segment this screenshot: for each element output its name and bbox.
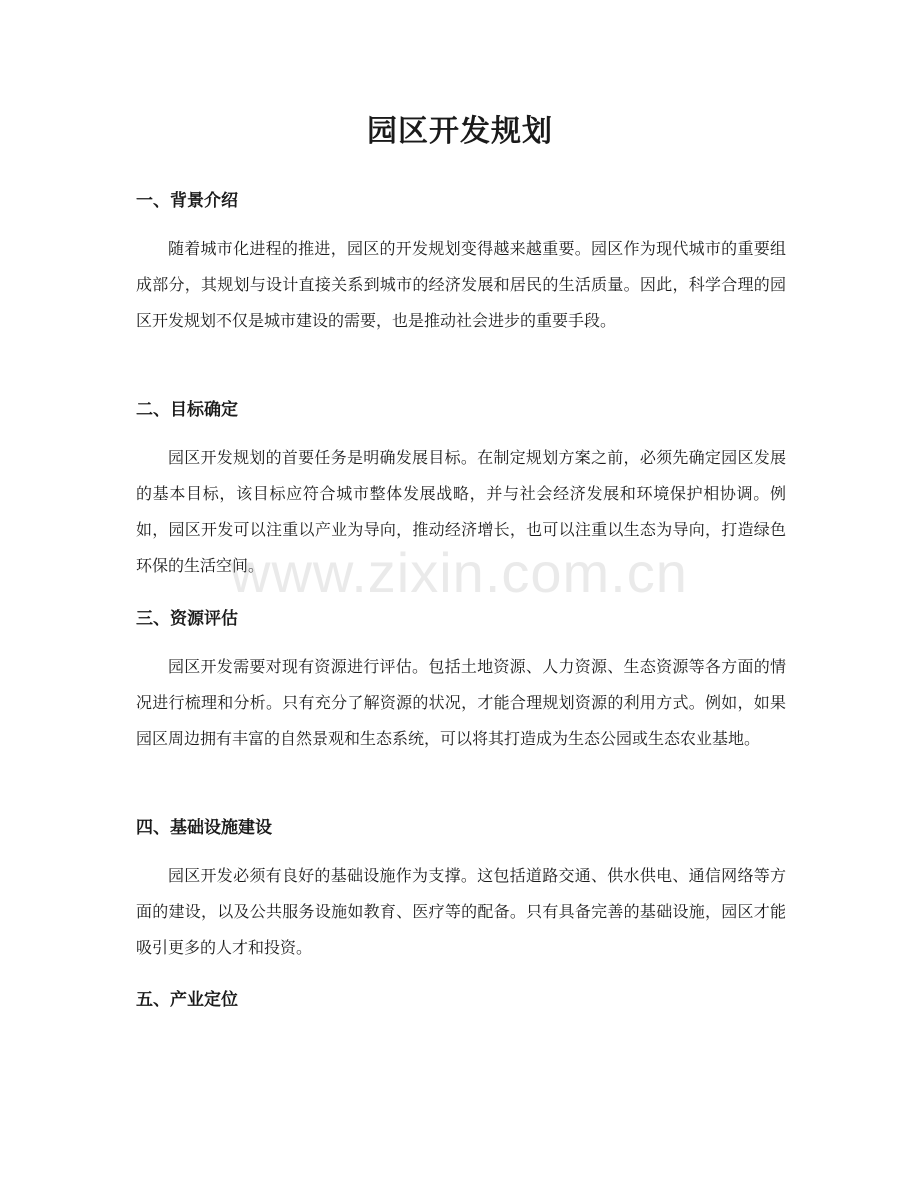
section-body-goals: 园区开发规划的首要任务是明确发展目标。在制定规划方案之前，必须先确定园区发展的基本目标，该目标应符合城市整体发展战略，并与社会经济发展和环境保护相协调。例如，园区开发可以注重以产业为导向，推动经济增长，也可以注重以生态为导向，打造绿色环保的生活空间。 bbox=[136, 448, 786, 575]
section-heading-resources: 三、资源评估 bbox=[136, 609, 238, 629]
section-heading-goals: 二、目标确定 bbox=[136, 400, 238, 420]
section-body-background: 随着城市化进程的推进，园区的开发规划变得越来越重要。园区作为现代城市的重要组成部分，其规划与设计直接关系到城市的经济发展和居民的生活质量。因此，科学合理的园区开发规划不仅是城市建设的需要，也是推动社会进步的重要手段。 bbox=[136, 239, 786, 330]
section-heading-infrastructure: 四、基础设施建设 bbox=[136, 818, 272, 838]
section-heading-industry: 五、产业定位 bbox=[136, 990, 238, 1010]
section-body-resources: 园区开发需要对现有资源进行评估。包括土地资源、人力资源、生态资源等各方面的情况进行梳理和分析。只有充分了解资源的状况，才能合理规划资源的利用方式。例如，如果园区周边拥有丰富的自然景观和生态系统，可以将其打造成为生态公园或生态农业基地。 bbox=[136, 657, 786, 748]
watermark: www.zixin.com.cn bbox=[230, 541, 688, 604]
section-body-infrastructure: 园区开发必须有良好的基础设施作为支撑。这包括道路交通、供水供电、通信网络等方面的建设，以及公共服务设施如教育、医疗等的配备。只有具备完善的基础设施，园区才能吸引更多的人才和投资。 bbox=[136, 866, 786, 957]
section-heading-background: 一、背景介绍 bbox=[136, 191, 238, 211]
document-title: 园区开发规划 bbox=[367, 114, 553, 149]
